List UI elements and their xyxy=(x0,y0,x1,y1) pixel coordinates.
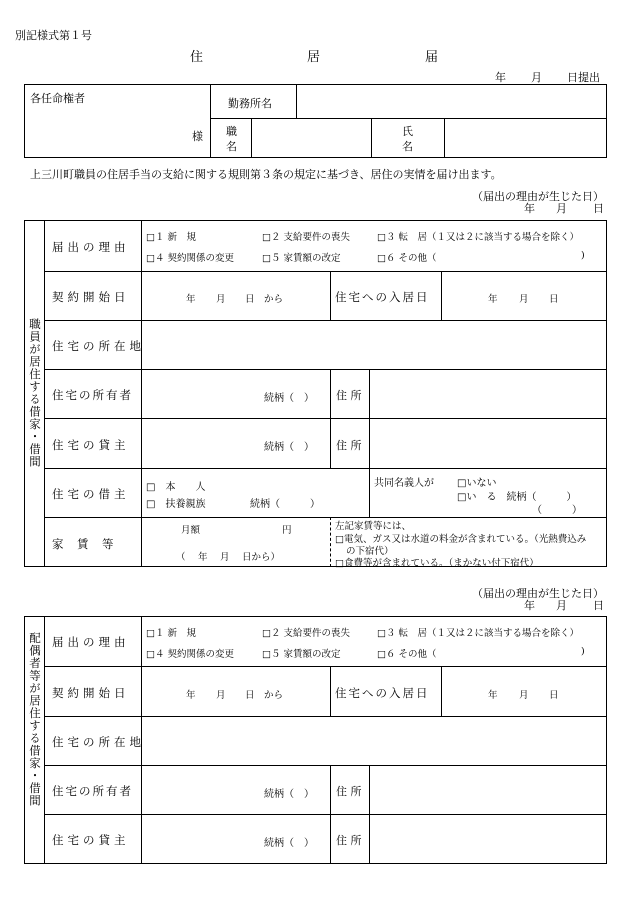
t2-owner-label: 住宅の所有者 xyxy=(52,784,133,798)
t1-move-in-label: 住宅への入居日 xyxy=(335,290,430,304)
t1-cs-year: 年 xyxy=(186,294,196,305)
t2-contract-start-label: 契約開始日 xyxy=(52,686,130,700)
t2-lender-address-label: 住 所 xyxy=(336,834,362,847)
t2-reason-4[interactable]: □４ 契約関係の変更 xyxy=(146,649,234,660)
t1-borrower-self[interactable]: □ 本 人 xyxy=(146,482,206,493)
t1-reason-2[interactable]: □２ 支給要件の喪失 xyxy=(262,232,350,243)
t1-joint-paren: （ ） xyxy=(532,505,582,516)
reason-date-year: 年 xyxy=(524,202,535,215)
t2-lender-relation: 続柄（ ） xyxy=(264,838,314,849)
reason-date-day-2: 日 xyxy=(593,599,604,612)
t1-mi-year: 年 xyxy=(488,294,498,305)
t1-rent-note-2[interactable]: □食費等が含まれている。（まかない付下宿代） xyxy=(335,558,539,569)
t1-reason-1[interactable]: □１ 新 規 xyxy=(146,232,196,243)
t1-contract-start-label: 契約開始日 xyxy=(52,290,130,304)
t1-borrower-dependent[interactable]: □ 扶養親族 xyxy=(146,499,206,510)
submit-month: 月 xyxy=(531,71,542,84)
section-1-label: 職員が居住する借家・借間 xyxy=(28,318,42,468)
t1-joint-none[interactable]: □いない xyxy=(457,478,497,489)
reason-date-label-2: （届出の理由が生じた日） xyxy=(472,587,604,600)
t2-move-in-label: 住宅への入居日 xyxy=(335,686,430,700)
t1-reason-3[interactable]: □３ 転 居（１又は２に該当する場合を除く） xyxy=(377,232,579,243)
name-label-1: 氏 xyxy=(402,125,413,138)
t2-mi-day: 日 xyxy=(549,690,559,701)
t1-owner-label: 住宅の所有者 xyxy=(52,388,133,402)
t1-cs-month: 月 xyxy=(216,294,226,305)
t1-joint-exists[interactable]: □い る 続柄（ ） xyxy=(457,492,577,503)
t1-owner-relation: 続柄（ ） xyxy=(264,393,314,404)
t1-rent-yen: 円 xyxy=(282,525,292,536)
name-label-2: 名 xyxy=(402,140,413,153)
sama-label: 様 xyxy=(192,130,203,143)
t2-location-label: 住宅の所在地 xyxy=(52,735,145,749)
t1-cs-from: から xyxy=(264,294,284,305)
reason-date-month: 月 xyxy=(556,202,567,215)
t1-borrower-label: 住宅の借主 xyxy=(52,487,130,501)
t1-owner-address-label: 住 所 xyxy=(336,389,362,402)
submit-year: 年 xyxy=(495,71,506,84)
t2-mi-month: 月 xyxy=(519,690,529,701)
t2-reason-6-close: ) xyxy=(581,646,585,657)
post-label-1: 職 xyxy=(226,125,237,138)
t1-lender-relation: 続柄（ ） xyxy=(264,442,314,453)
post-label-2: 名 xyxy=(226,140,237,153)
t2-cs-month: 月 xyxy=(216,690,226,701)
t1-rent-note-head: 左記家賃等には、 xyxy=(335,521,412,532)
t2-reason-2[interactable]: □２ 支給要件の喪失 xyxy=(262,628,350,639)
t2-owner-address-label: 住 所 xyxy=(336,785,362,798)
reason-date-month-2: 月 xyxy=(556,599,567,612)
t1-rent-monthly: 月額 xyxy=(181,525,201,536)
t1-rent-note-1b: の下宿代） xyxy=(346,546,394,557)
t2-reason-6[interactable]: □６ その他（ xyxy=(377,649,437,660)
title-char-3: 届 xyxy=(425,50,439,65)
t2-lender-label: 住宅の貸主 xyxy=(52,833,130,847)
t2-mi-year: 年 xyxy=(488,690,498,701)
t1-mi-month: 月 xyxy=(519,294,529,305)
t2-cs-from: から xyxy=(264,690,284,701)
t1-joint-label: 共同名義人が xyxy=(374,478,434,489)
t2-reason-5[interactable]: □５ 家賃額の改定 xyxy=(262,649,341,660)
t2-cs-year: 年 xyxy=(186,690,196,701)
t1-cs-day: 日 xyxy=(245,294,255,305)
title-char-1: 住 xyxy=(190,50,204,65)
t1-rent-note-1[interactable]: □電気、ガス又は水道の料金が含まれている。（光熱費込み xyxy=(335,534,587,545)
appointer-label: 各任命権者 xyxy=(30,92,85,105)
t2-reason-label: 届出の理由 xyxy=(52,635,130,649)
t1-reason-5[interactable]: □５ 家賃額の改定 xyxy=(262,253,341,264)
reason-date-year-2: 年 xyxy=(524,599,535,612)
t2-reason-1[interactable]: □１ 新 規 xyxy=(146,628,196,639)
t1-mi-day: 日 xyxy=(549,294,559,305)
t1-rent-from: （ 年 月 日から） xyxy=(176,552,281,563)
title-char-2: 居 xyxy=(307,50,321,65)
t1-reason-4[interactable]: □４ 契約関係の変更 xyxy=(146,253,234,264)
t1-rent-label: 家 賃 等 xyxy=(52,537,115,551)
t2-cs-day: 日 xyxy=(245,690,255,701)
workplace-label: 勤務所名 xyxy=(228,97,272,110)
t2-reason-3[interactable]: □３ 転 居（１又は２に該当する場合を除く） xyxy=(377,628,579,639)
t1-lender-address-label: 住 所 xyxy=(336,439,362,452)
t1-borrower-dep-relation: 続柄（ ） xyxy=(250,499,320,510)
t1-location-label: 住宅の所在地 xyxy=(52,339,145,353)
section-2-label: 配偶者等が居住する借家・借間 xyxy=(28,632,42,807)
t1-reason-6-close: ) xyxy=(581,250,585,261)
t2-owner-relation: 続柄（ ） xyxy=(264,789,314,800)
t1-lender-label: 住宅の貸主 xyxy=(52,438,130,452)
statement-text: 上三川町職員の住居手当の支給に関する規則第３条の規定に基づき、居住の実情を届け出ます。 xyxy=(30,168,502,181)
t1-reason-6[interactable]: □６ その他（ xyxy=(377,253,437,264)
reason-date-label: （届出の理由が生じた日） xyxy=(472,190,604,203)
submit-day: 日提出 xyxy=(567,71,600,84)
reason-date-day: 日 xyxy=(593,202,604,215)
form-number: 別記様式第１号 xyxy=(15,29,92,42)
t1-reason-label: 届出の理由 xyxy=(52,240,130,254)
